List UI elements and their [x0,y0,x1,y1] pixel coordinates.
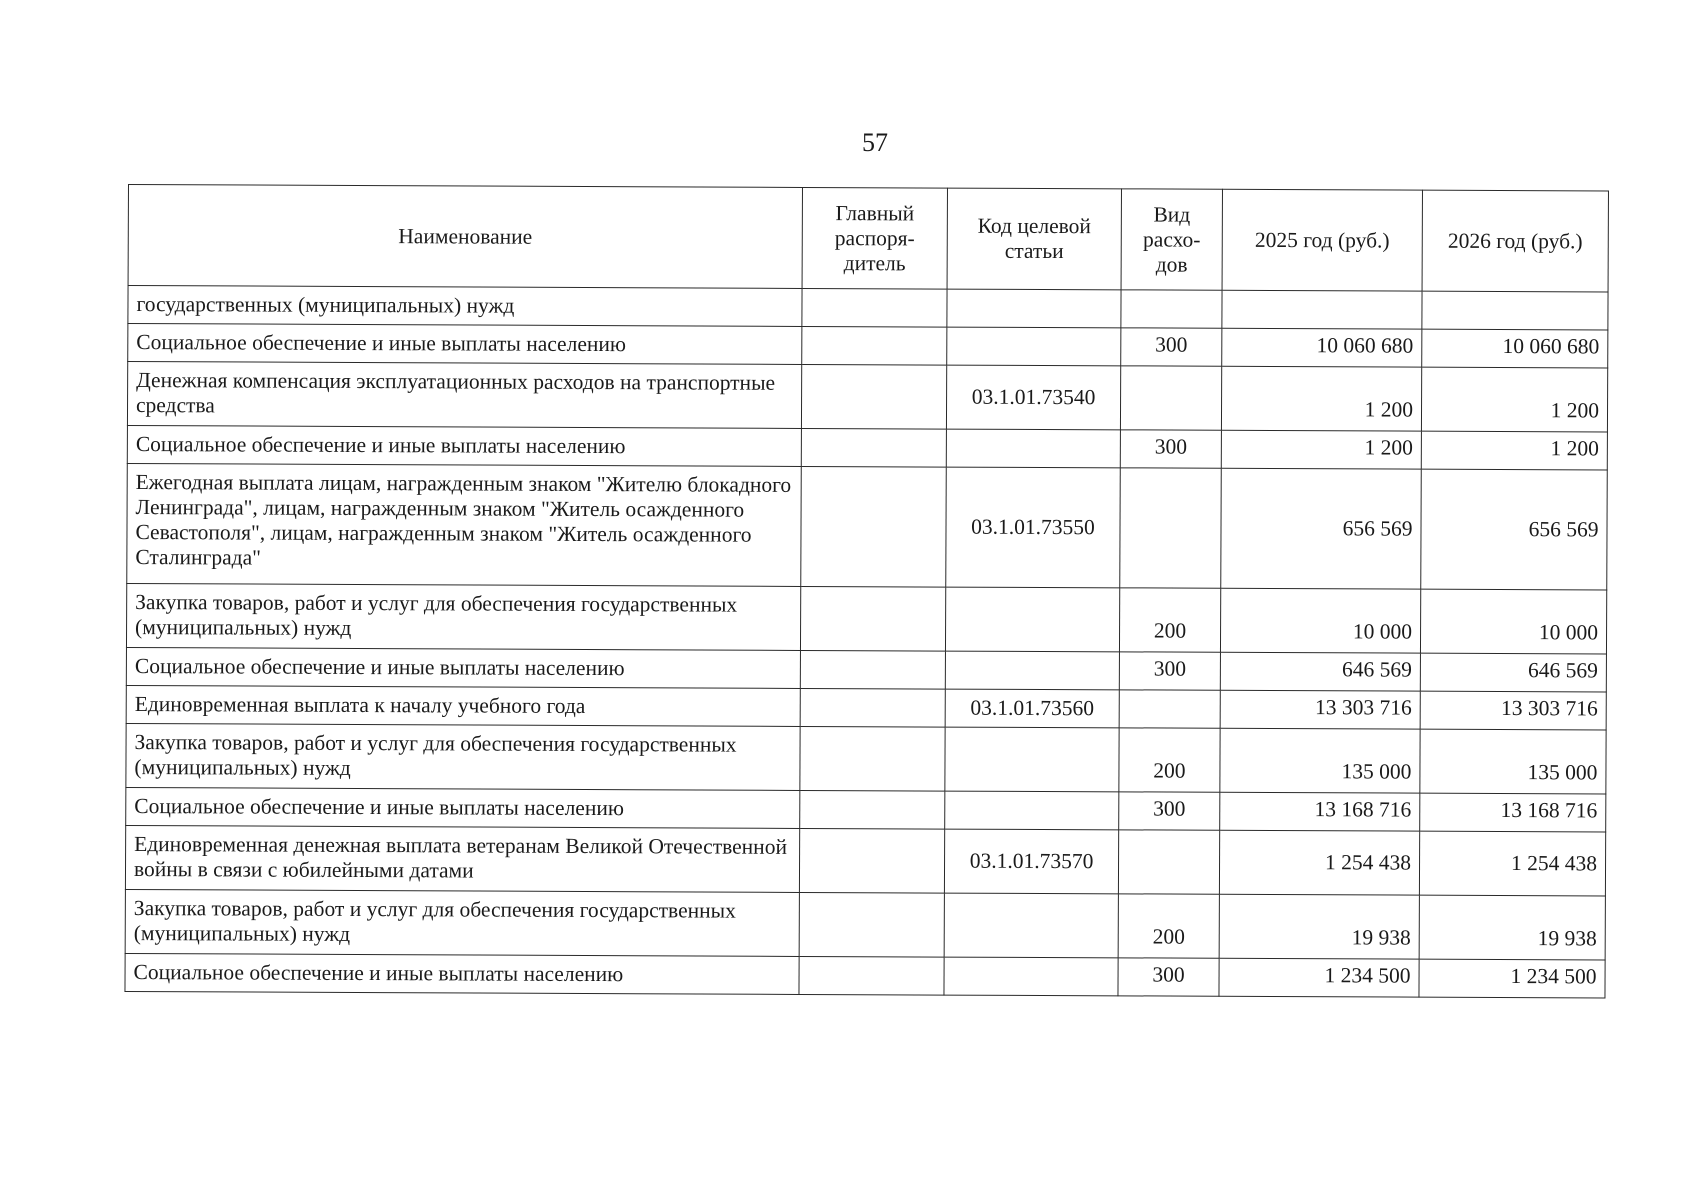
cell-administrator [800,790,945,829]
cell-target-code [944,957,1118,996]
cell-year-2026: 1 200 [1421,431,1607,470]
cell-administrator [799,956,944,995]
cell-name: Социальное обеспечение и иные выплаты населению [125,953,799,994]
cell-target-code [947,289,1121,328]
cell-year-2026: 135 000 [1420,729,1606,794]
cell-year-2025 [1222,290,1422,329]
table-row [128,286,1608,330]
cell-year-2025: 10 000 [1220,588,1420,653]
cell-expense-type [1118,830,1219,894]
cell-expense-type: 300 [1121,328,1222,366]
cell-administrator [800,688,945,727]
cell-year-2025: 10 060 680 [1222,328,1422,367]
header-administrator: Главный распоря-дитель [802,187,947,289]
cell-year-2026: 10 060 680 [1422,329,1608,368]
cell-expense-type: 300 [1119,652,1220,690]
cell-name: Единовременная выплата к началу учебного года [126,685,800,726]
budget-table [124,184,1609,998]
table-row [127,362,1607,432]
table-row [125,889,1605,959]
cell-year-2026: 13 303 716 [1420,691,1606,730]
table-row [127,425,1607,469]
cell-target-code [945,587,1119,652]
cell-administrator [801,364,946,429]
cell-year-2026: 13 168 716 [1420,793,1606,832]
cell-target-code [944,893,1118,958]
cell-administrator [802,288,947,327]
table-row [126,723,1606,793]
cell-year-2025: 13 303 716 [1220,690,1420,729]
cell-target-code [947,327,1121,366]
cell-expense-type: 300 [1119,792,1220,830]
cell-year-2025: 13 168 716 [1220,792,1420,831]
cell-administrator [800,586,945,651]
cell-administrator [800,726,945,791]
cell-expense-type: 200 [1119,588,1220,652]
table-row [125,953,1605,997]
cell-name: Единовременная денежная выплата ветеранам Великой Отечественной войны в связи с юбилейными датами [125,825,799,892]
cell-name: Социальное обеспечение и иные выплаты населению [127,425,801,466]
header-target-code: Код целевой статьи [947,188,1121,290]
table-row [126,787,1606,831]
cell-expense-type [1120,468,1222,588]
cell-expense-type: 200 [1118,894,1219,958]
cell-year-2026 [1422,291,1608,330]
cell-target-code: 03.1.01.73570 [944,829,1118,894]
cell-expense-type: 300 [1120,430,1221,468]
cell-administrator [799,828,944,893]
cell-year-2025: 19 938 [1219,894,1419,959]
cell-year-2025: 1 200 [1221,430,1421,469]
cell-target-code [946,429,1120,468]
cell-target-code [945,727,1119,792]
table-row [126,647,1606,691]
cell-expense-type [1119,690,1220,728]
cell-name: Ежегодная выплата лицам, награжденным знаком "Жителю блокадного Ленинграда", лицам, награжденным знаком "Житель осажденного Севастополя", лицам, награжденным знаком "Житель осажденного Сталинграда" [127,463,802,586]
header-year-2026: 2026 год (руб.) [1422,190,1608,292]
cell-name: Закупка товаров, работ и услуг для обеспечения государственных (муниципальных) нужд [126,583,800,650]
cell-administrator [800,650,945,689]
cell-year-2025: 656 569 [1221,468,1422,589]
cell-year-2026: 10 000 [1420,589,1606,654]
cell-year-2026: 1 234 500 [1419,959,1605,998]
cell-year-2025: 135 000 [1220,728,1420,793]
cell-year-2026: 646 569 [1420,653,1606,692]
table-row [127,463,1608,589]
table-row [126,685,1606,729]
cell-year-2026: 19 938 [1419,895,1605,960]
cell-year-2026: 1 200 [1421,367,1607,432]
table-row [125,825,1605,895]
cell-name: Закупка товаров, работ и услуг для обеспечения государственных (муниципальных) нужд [126,723,800,790]
cell-year-2025: 1 234 500 [1219,958,1419,997]
cell-name: Денежная компенсация эксплуатационных расходов на транспортные средства [127,362,801,429]
page-number: 57 [862,128,888,157]
cell-target-code: 03.1.01.73560 [945,689,1119,728]
cell-name: Социальное обеспечение и иные выплаты населению [126,647,800,688]
cell-target-code [945,651,1119,690]
cell-year-2025: 646 569 [1220,652,1420,691]
cell-year-2026: 656 569 [1421,469,1608,590]
cell-expense-type: 300 [1118,958,1219,996]
table-header-row [128,185,1608,292]
cell-expense-type: 200 [1119,728,1220,792]
cell-expense-type [1120,366,1221,430]
cell-administrator [802,326,947,365]
table-row [128,324,1608,368]
cell-administrator [801,466,947,587]
cell-target-code: 03.1.01.73550 [946,467,1121,588]
cell-administrator [801,428,946,467]
cell-name: Социальное обеспечение и иные выплаты населению [128,324,802,365]
table-row [126,583,1606,653]
header-year-2025: 2025 год (руб.) [1222,189,1422,291]
cell-target-code [945,791,1119,830]
cell-name: государственных (муниципальных) нужд [128,286,802,327]
cell-year-2026: 1 254 438 [1419,831,1605,896]
cell-name: Закупка товаров, работ и услуг для обеспечения государственных (муниципальных) нужд [125,889,799,956]
cell-year-2025: 1 254 438 [1219,830,1419,895]
cell-name: Социальное обеспечение и иные выплаты населению [126,787,800,828]
header-expense-type: Вид расхо-дов [1121,189,1222,290]
cell-administrator [799,892,944,957]
cell-target-code: 03.1.01.73540 [946,365,1120,430]
cell-year-2025: 1 200 [1221,366,1421,431]
header-name: Наименование [128,185,802,289]
cell-expense-type [1121,290,1222,328]
